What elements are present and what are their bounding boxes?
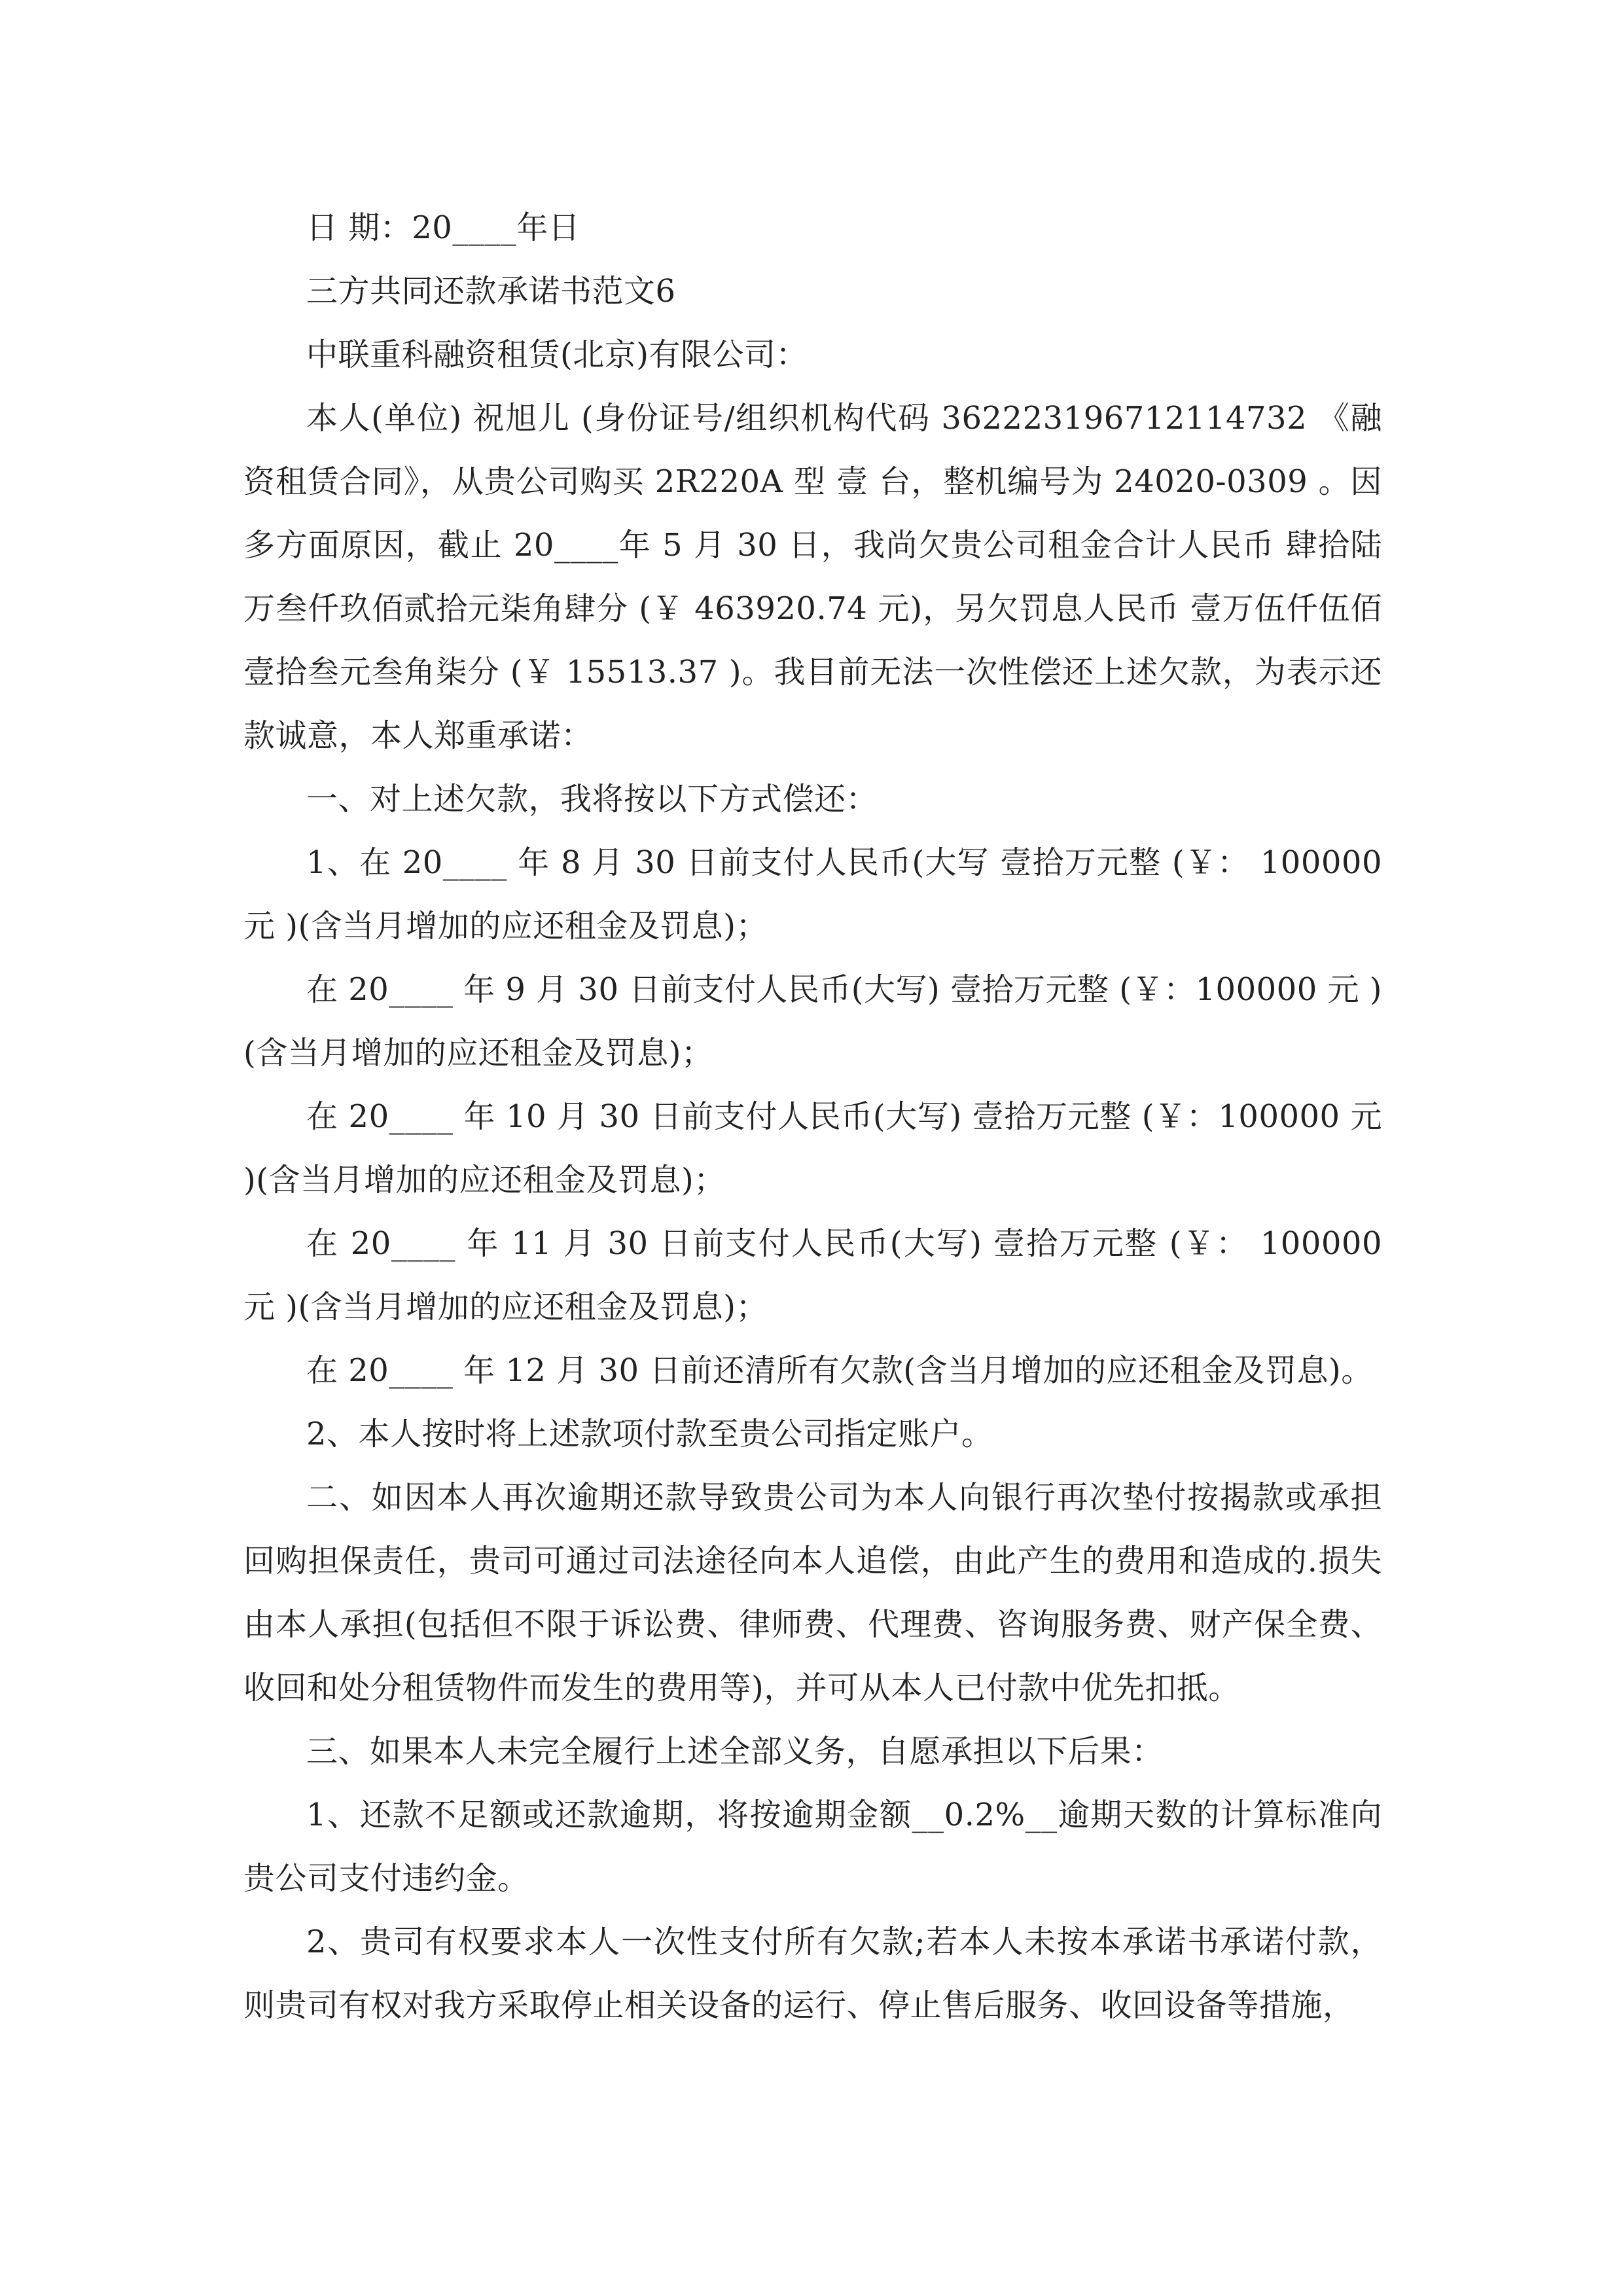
section-title: 三方共同还款承诺书范文6: [306, 273, 676, 310]
body-paragraph: 2、贵司有权要求本人一次性支付所有欠款;若本人未按本承诺书承诺付款，则贵司有权对我方采取停止相关设备的运行、停止售后服务、收回设备等措施，: [243, 1924, 1382, 2024]
document-body: [243, 196, 1382, 2037]
clause-heading: 一、对上述欠款，我将按以下方式偿还：: [306, 781, 878, 817]
payment-item: 在 20____ 年 11 月 30 日前支付人民币(大写) 壹拾万元整 (￥： 100000 元 )(含当月增加的应还租金及罚息)；: [243, 1225, 1382, 1325]
payment-item: 在 20____ 年 10 月 30 日前支付人民币(大写) 壹拾万元整 (￥：100000 元 )(含当月增加的应还租金及罚息)；: [243, 1098, 1382, 1198]
payment-item: 在 20____ 年 12 月 30 日前还清所有欠款(含当月增加的应还租金及罚息)。: [306, 1352, 1373, 1389]
clause-paragraph: 二、如因本人再次逾期还款导致贵公司为本人向银行再次垫付按揭款或承担回购担保责任，贵司可通过司法途径向本人追偿，由此产生的费用和造成的.损失由本人承担(包括但不限于诉讼费、律师费、代理费、咨询服务费、财产保全费、收回和处分租赁物件而发生的费用等)，并可从本人已付款中优先扣抵。: [243, 1479, 1382, 1706]
addressee: 中联重科融资租赁(北京)有限公司：: [306, 336, 808, 373]
body-paragraph: 2、本人按时将上述款项付款至贵公司指定账户。: [306, 1416, 993, 1452]
clause-heading: 三、如果本人未完全履行上述全部义务，自愿承担以下后果：: [306, 1733, 1164, 1770]
body-paragraph: 本人(单位) 祝旭儿 (身份证号/组织机构代码 362223196712114732 《融资租赁合同》，从贵公司购买 2R220A 型 壹 台，整机编号为 24020-0309 。因多方面原因，截止 20____年 5 月 30 日，我尚欠贵公司租金合计人民币 肆拾陆万叁仟玖佰贰拾元柒角肆分 (￥ 463920.74 元)，另欠罚息人民币 壹万伍仟伍佰壹拾叁元叁角柒分 (￥ 15513.37 )。我目前无法一次性偿还上述欠款，为表示还款诚意，本人郑重承诺：: [243, 400, 1382, 754]
date-line: 日 期：20____年日: [306, 209, 580, 246]
payment-item: 1、在 20____ 年 8 月 30 日前支付人民币(大写 壹拾万元整 (￥： 100000 元 )(含当月增加的应还租金及罚息)；: [243, 844, 1382, 944]
body-paragraph: 1、还款不足额或还款逾期，将按逾期金额__0.2%__逾期天数的计算标准向贵公司支付违约金。: [243, 1797, 1382, 1897]
payment-item: 在 20____ 年 9 月 30 日前支付人民币(大写) 壹拾万元整 (￥：100000 元 )(含当月增加的应还租金及罚息)；: [243, 971, 1382, 1071]
